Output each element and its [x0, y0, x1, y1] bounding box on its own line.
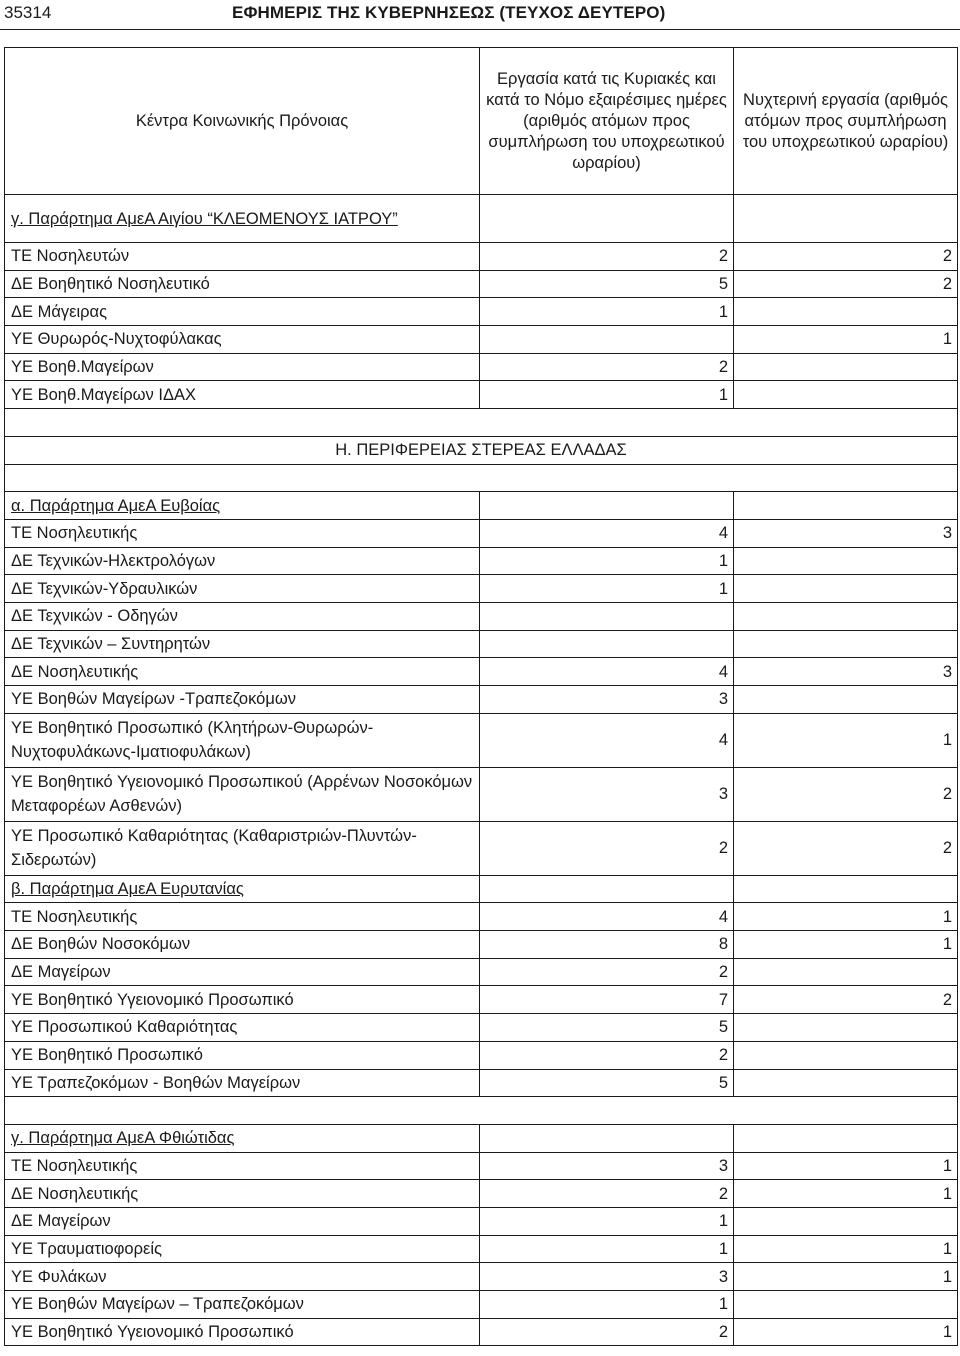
table-row	[5, 602, 958, 630]
sunday-count: 1	[480, 381, 734, 409]
night-count	[734, 1041, 958, 1069]
table-row	[5, 1207, 958, 1235]
region-title: Η. ΠΕΡΙΦΕΡΕΙΑΣ ΣΤΕΡΕΑΣ ΕΛΛΑΔΑΣ	[5, 436, 958, 464]
table-row	[5, 575, 958, 603]
position-label: ΔΕ Τεχνικών-Υδραυλικών	[5, 575, 480, 603]
position-label: ΥΕ Βοηθ.Μαγείρων	[5, 353, 480, 381]
sunday-count: 2	[480, 1041, 734, 1069]
night-count: 2	[734, 270, 958, 298]
sunday-count: 5	[480, 1069, 734, 1097]
position-label: ΥΕ Βοηθών Μαγείρων -Τραπεζοκόμων	[5, 686, 480, 714]
table-row	[5, 1180, 958, 1208]
position-label: ΥΕ Προσωπικό Καθαριότητας (Καθαριστριών-Πλυντών-Σιδερωτών)	[5, 821, 480, 875]
table-row	[5, 1235, 958, 1263]
table-row	[5, 1014, 958, 1042]
night-count	[734, 686, 958, 714]
table-row	[5, 270, 958, 298]
night-count	[734, 958, 958, 986]
page-header	[0, 0, 960, 30]
night-count: 1	[734, 1235, 958, 1263]
table-row	[5, 931, 958, 959]
table-row	[5, 986, 958, 1014]
region-row	[5, 436, 958, 464]
section-title: γ. Παράρτημα ΑμεΑ Φθιώτιδας	[5, 1124, 480, 1152]
sunday-count: 2	[480, 1180, 734, 1208]
table-header-row	[5, 48, 958, 195]
position-label: ΔΕ Μαγείρων	[5, 1207, 480, 1235]
night-count	[734, 298, 958, 326]
night-count	[734, 1291, 958, 1319]
sunday-count: 4	[480, 658, 734, 686]
column-header-night-work: Νυχτερινή εργασία (αριθμός ατόμων προς συμπλήρωση του υποχρεωτικού ωραρίου)	[734, 48, 958, 195]
sunday-count: 2	[480, 958, 734, 986]
position-label: ΔΕ Βοηθών Νοσοκόμων	[5, 931, 480, 959]
table-row	[5, 353, 958, 381]
table-row	[5, 326, 958, 354]
position-label: ΔΕ Μάγειρας	[5, 298, 480, 326]
night-count: 1	[734, 713, 958, 767]
header-rule	[0, 29, 960, 30]
staffing-table	[4, 47, 958, 1346]
sunday-count: 5	[480, 270, 734, 298]
sunday-count: 4	[480, 519, 734, 547]
position-label: ΥΕ Βοηθητικό Υγειονομικό Προσωπικού (Αρρένων Νοσοκόμων Μεταφορέων Ασθενών)	[5, 767, 480, 821]
section-title: β. Παράρτημα ΑμεΑ Ευρυτανίας	[5, 875, 480, 903]
section-title: α. Παράρτημα ΑμεΑ Ευβοίας	[5, 492, 480, 520]
table-row	[5, 958, 958, 986]
position-label: ΔΕ Τεχνικών – Συντηρητών	[5, 630, 480, 658]
sunday-count: 3	[480, 686, 734, 714]
sunday-count: 1	[480, 547, 734, 575]
sunday-count: 3	[480, 1152, 734, 1180]
sunday-count: 2	[480, 243, 734, 271]
night-count	[734, 630, 958, 658]
position-label: ΔΕ Νοσηλευτικής	[5, 1180, 480, 1208]
table-row	[5, 243, 958, 271]
table-row	[5, 713, 958, 767]
position-label: ΥΕ Βοηθητικό Προσωπικό	[5, 1041, 480, 1069]
gazette-title: ΕΦΗΜΕΡΙΣ ΤΗΣ ΚΥΒΕΡΝΗΣΕΩΣ (ΤΕΥΧΟΣ ΔΕΥΤΕΡΟ)	[232, 3, 666, 22]
night-count: 1	[734, 903, 958, 931]
table-row	[5, 298, 958, 326]
page-number: 35314	[4, 3, 52, 22]
sunday-count	[480, 602, 734, 630]
position-label: ΔΕ Βοηθητικό Νοσηλευτικό	[5, 270, 480, 298]
position-label: ΔΕ Νοσηλευτικής	[5, 658, 480, 686]
sunday-count: 2	[480, 821, 734, 875]
sunday-count: 2	[480, 353, 734, 381]
position-label: ΥΕ Βοηθ.Μαγείρων ΙΔΑΧ	[5, 381, 480, 409]
sunday-count: 3	[480, 1263, 734, 1291]
sunday-count: 7	[480, 986, 734, 1014]
spacer-row	[5, 1097, 958, 1125]
night-count: 1	[734, 1318, 958, 1346]
sunday-count: 1	[480, 1235, 734, 1263]
section-row	[5, 1124, 958, 1152]
sunday-count: 1	[480, 298, 734, 326]
sunday-count: 2	[480, 1318, 734, 1346]
spacer-row	[5, 409, 958, 437]
night-count	[734, 353, 958, 381]
night-count: 1	[734, 931, 958, 959]
position-label: ΥΕ Φυλάκων	[5, 1263, 480, 1291]
position-label: ΥΕ Βοηθών Μαγείρων – Τραπεζοκόμων	[5, 1291, 480, 1319]
position-label: ΥΕ Βοηθητικό Υγειονομικό Προσωπικό	[5, 1318, 480, 1346]
night-count: 1	[734, 1263, 958, 1291]
table-row	[5, 1041, 958, 1069]
night-count	[734, 575, 958, 603]
spacer-row	[5, 464, 958, 492]
sunday-count: 4	[480, 903, 734, 931]
position-label: ΥΕ Βοηθητικό Προσωπικό (Κλητήρων-Θυρωρών-Νυχτοφυλάκωνς-Ιματιοφυλάκων)	[5, 713, 480, 767]
table-row	[5, 903, 958, 931]
night-count	[734, 381, 958, 409]
sunday-count: 1	[480, 1207, 734, 1235]
section-row	[5, 492, 958, 520]
night-count	[734, 602, 958, 630]
night-count: 1	[734, 326, 958, 354]
position-label: ΤΕ Νοσηλευτικής	[5, 519, 480, 547]
table-row	[5, 658, 958, 686]
night-count: 1	[734, 1180, 958, 1208]
column-header-sunday-work: Εργασία κατά τις Κυριακές και κατά το Νόμο εξαιρέσιμες ημέρες (αριθμός ατόμων προς συμπλήρωση του υποχρεωτικού ωραρίου)	[480, 48, 734, 195]
night-count: 3	[734, 519, 958, 547]
section-row	[5, 195, 958, 243]
position-label: ΥΕ Βοηθητικό Υγειονομικό Προσωπικό	[5, 986, 480, 1014]
table-row	[5, 686, 958, 714]
table-row	[5, 1291, 958, 1319]
night-count	[734, 547, 958, 575]
table-row	[5, 381, 958, 409]
night-count	[734, 1014, 958, 1042]
position-label: ΤΕ Νοσηλευτών	[5, 243, 480, 271]
table-row	[5, 519, 958, 547]
position-label: ΥΕ Τραυματιοφορείς	[5, 1235, 480, 1263]
sunday-count: 5	[480, 1014, 734, 1042]
table-row	[5, 630, 958, 658]
section-row	[5, 875, 958, 903]
sunday-count: 1	[480, 1291, 734, 1319]
night-count: 2	[734, 821, 958, 875]
night-count: 2	[734, 767, 958, 821]
position-label: ΔΕ Τεχνικών-Ηλεκτρολόγων	[5, 547, 480, 575]
position-label: ΤΕ Νοσηλευτικής	[5, 903, 480, 931]
position-label: ΥΕ Θυρωρός-Νυχτοφύλακας	[5, 326, 480, 354]
section-title: γ. Παράρτημα ΑμεΑ Αιγίου “ΚΛΕΟΜΕΝΟΥΣ ΙΑΤΡΟΥ”	[5, 195, 480, 243]
table-row	[5, 1152, 958, 1180]
column-header-centers: Κέντρα Κοινωνικής Πρόνοιας	[5, 48, 480, 195]
position-label: ΔΕ Τεχνικών - Οδηγών	[5, 602, 480, 630]
sunday-count	[480, 630, 734, 658]
table-row	[5, 1318, 958, 1346]
night-count	[734, 1207, 958, 1235]
position-label: ΤΕ Νοσηλευτικής	[5, 1152, 480, 1180]
sunday-count	[480, 326, 734, 354]
sunday-count: 4	[480, 713, 734, 767]
position-label: ΥΕ Προσωπικού Καθαριότητας	[5, 1014, 480, 1042]
sunday-count: 1	[480, 575, 734, 603]
table-row	[5, 1069, 958, 1097]
table-row	[5, 821, 958, 875]
table-row	[5, 1263, 958, 1291]
night-count	[734, 1069, 958, 1097]
sunday-count: 3	[480, 767, 734, 821]
position-label: ΔΕ Μαγείρων	[5, 958, 480, 986]
sunday-count: 8	[480, 931, 734, 959]
position-label: ΥΕ Τραπεζοκόμων - Βοηθών Μαγείρων	[5, 1069, 480, 1097]
night-count: 2	[734, 986, 958, 1014]
night-count: 1	[734, 1152, 958, 1180]
night-count: 3	[734, 658, 958, 686]
table-row	[5, 547, 958, 575]
night-count: 2	[734, 243, 958, 271]
table-row	[5, 767, 958, 821]
